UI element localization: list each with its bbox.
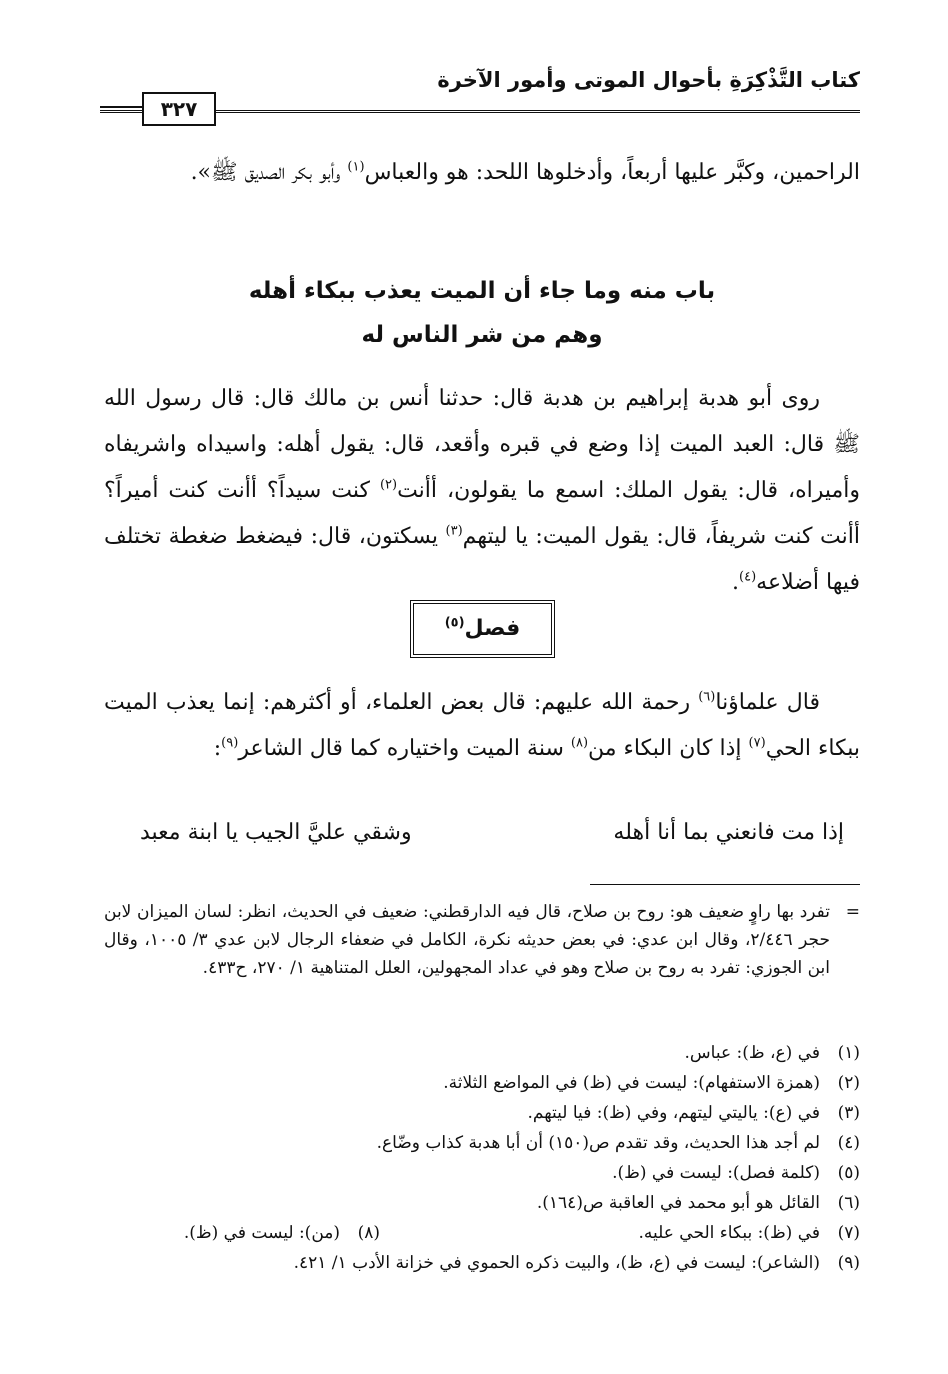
verse-hemistich-1: إذا مت فانعني بما أنا أهله	[613, 820, 844, 845]
chapter-heading-line2: وهم من شر الناس له	[361, 322, 603, 348]
footnote-ref-7: (٧)	[748, 735, 766, 751]
p1-text-b: وأبو بكر الصديق	[237, 160, 348, 185]
footnote-item	[104, 1128, 860, 1158]
footnote-item-8	[184, 1218, 380, 1248]
footnote-ref-3: (٣)	[445, 523, 463, 539]
p3-e: :	[213, 736, 222, 761]
poetry-verse	[140, 820, 844, 860]
footnote-item	[104, 1218, 860, 1248]
p2-d: يسكتون، قال: فيضغط ضغطة تختلف فيها أضلاعه	[104, 524, 860, 595]
footnote-number: (٩)	[837, 1253, 860, 1273]
footnote-text: (من): ليست في (ظ).	[183, 1223, 340, 1243]
footnote-text: لم أجد هذا الحديث، وقد تقدم ص(١٥٠) أن أبا هدبة كذاب وضّاع.	[376, 1133, 820, 1153]
footnote-item	[104, 1038, 860, 1068]
p2-a: روى أبو هدبة إبراهيم بن هدبة قال: حدثنا أنس بن مالك قال: قال رسول الله	[104, 386, 820, 411]
p3-b: رحمة الله عليهم: قال بعض العلماء، أو أكثرهم: إنما يعذب الميت ببكاء الحي	[104, 690, 860, 761]
footnote-ref-9: (٩)	[221, 735, 239, 751]
honorific-glyph: ﷺ	[211, 160, 238, 185]
p3-d: سنة الميت واختياره كما قال الشاعر	[238, 736, 571, 761]
footnote-number: (٧)	[837, 1223, 860, 1243]
p3-a: قال علماؤنا	[715, 690, 820, 715]
footnote-number: (١)	[837, 1043, 860, 1063]
footnote-continuation	[104, 898, 860, 982]
footnote-number: (٤)	[837, 1133, 860, 1153]
page-number-tick	[100, 106, 142, 108]
footnote-item	[104, 1248, 860, 1278]
paragraph-continuation	[104, 150, 860, 196]
p2-body	[104, 376, 860, 606]
footnote-item	[104, 1098, 860, 1128]
footnote-number: (٦)	[837, 1193, 860, 1213]
footnote-number: (٨)	[357, 1223, 380, 1243]
footnote-ref-2: (٢)	[379, 477, 398, 493]
section-label: فصل	[464, 616, 521, 641]
footnote-text: في (ع، ظ): عباس.	[684, 1043, 820, 1063]
footnote-separator	[590, 884, 860, 885]
page-number: ٣٢٧	[142, 92, 216, 126]
footnote-text: (كلمة فصل): ليست في (ظ).	[612, 1163, 820, 1183]
salutation-glyph: ﷺ	[833, 432, 860, 457]
footnote-number: (٣)	[837, 1103, 860, 1123]
footnote-text: في (ظ): ببكاء الحي عليه.	[638, 1223, 820, 1243]
scholars-paragraph	[104, 680, 860, 772]
footnote-ref-6: (٦)	[698, 689, 716, 705]
footnote-text: في (ع): ياليتي ليتهم، وفي (ظ): فيا ليتهم.	[527, 1103, 820, 1123]
p2-c: كنت سيداً؟ أأنت كنت أميراً؟ أأنت كنت شريفاً، قال: يقول الميت: يا ليتهم	[104, 478, 860, 549]
p1-text-c: ».	[190, 160, 212, 185]
footnote-ref-1: (١)	[347, 159, 365, 175]
footnote-ref-4: (٤)	[739, 569, 757, 585]
footnote-list	[104, 1038, 860, 1278]
footnote-text: (همزة الاستفهام): ليست في (ظ) في المواضع الثلاثة.	[443, 1073, 820, 1093]
p3-c: إذا كان البكاء من	[588, 736, 749, 761]
footnote-item	[104, 1068, 860, 1098]
p2-b: قال: العبد الميت إذا وضع في قبره وأقعد، قال: يقول أهله: واسيداه واشريفاه وأميراه، قال: يقول الملك: اسمع ما يقولون، أأنت	[104, 432, 860, 503]
hadith-paragraph	[104, 376, 860, 606]
p1-text: الراحمين، وكبَّر عليها أربعاً، وأدخلوها اللحد: هو والعباس	[364, 160, 860, 185]
footnote-number: (٢)	[837, 1073, 860, 1093]
continuation-mark: =	[845, 902, 860, 922]
footnote-item	[104, 1188, 860, 1218]
footnote-item	[104, 1158, 860, 1188]
footnote-ref-8: (٨)	[570, 735, 589, 751]
footnote-ref-5: (٥)	[444, 615, 465, 631]
continuation-text: تفرد بها راوٍ ضعيف هو: روح بن صلاح، قال فيه الدارقطني: ضعيف في الحديث، انظر: لسان الميزان لابن حجر ٢/٤٤٦، وقال ابن عدي: في بعض حديثه نكرة، الكامل في ضعفاء الرجال لابن عدي ٣/ ١٠٠٥، وقال ابن الجوزي: تفرد به روح بن صلاح وهو في عداد المجهولين، العلل المتناهية ١/ ٢٧٠، ح٤٣٣.	[104, 902, 830, 978]
running-header-title: كتاب التَّذْكِرَةِ بأحوال الموتى وأمور الآخرة	[437, 68, 860, 92]
p3-body	[104, 680, 860, 772]
chapter-heading-line1: باب منه وما جاء أن الميت يعذب ببكاء أهله	[248, 278, 716, 304]
footnote-number: (٥)	[837, 1163, 860, 1183]
section-box	[410, 600, 555, 658]
footnote-text: (الشاعر): ليست في (ع، ظ)، والبيت ذكره الحموي في خزانة الأدب ١/ ٤٢١.	[293, 1253, 820, 1273]
footnote-text: القائل هو أبو محمد في العاقبة ص(١٦٤).	[536, 1193, 820, 1213]
p2-e: .	[732, 570, 740, 595]
verse-hemistich-2: وشقي عليَّ الجيب يا ابنة معبد	[140, 820, 412, 845]
